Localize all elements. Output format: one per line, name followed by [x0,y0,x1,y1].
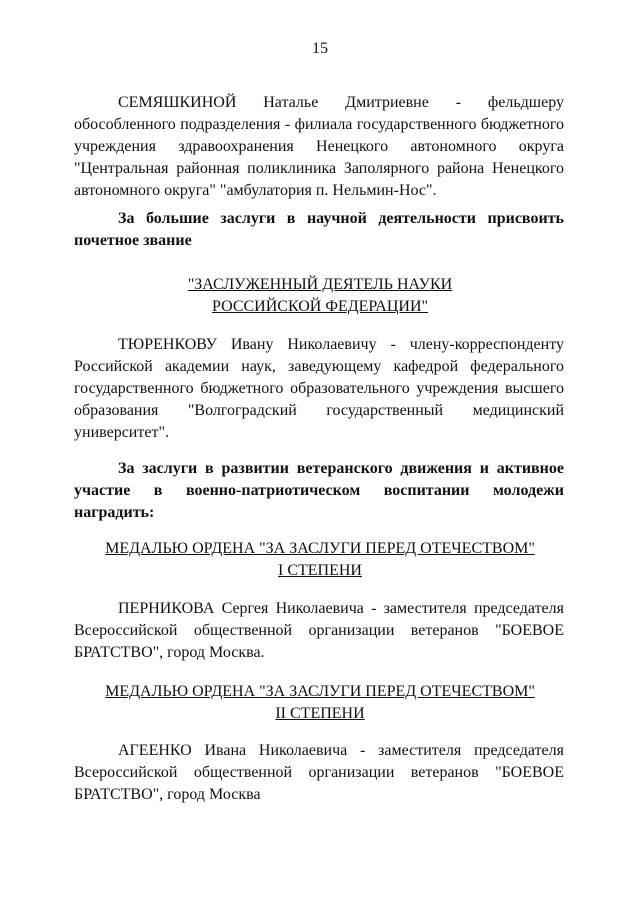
medal-heading-first-degree [0,538,640,582]
award-recipient-paragraph-1: СЕМЯШКИНОЙ Наталье Дмитриевне - фельдшеру обособленного подразделения - филиала государственного бюджетного учреждения здравоохранения Ненецкого автономного округа "Центральная районная поликлиника Заполярного района Ненецкого автономного округа" "амбулатория п. Нельмин-Нос". [74,94,564,199]
heading-line: МЕДАЛЬЮ ОРДЕНА "ЗА ЗАСЛУГИ ПЕРЕД ОТЕЧЕСТВОМ" [105,540,535,557]
honorary-title-heading [0,274,640,318]
award-recipient-paragraph-2: ТЮРЕНКОВУ Ивану Николаевичу - члену-корреспонденту Российской академии наук, заведующему кафедрой федерального государственного бюджетного образовательного учреждения высшего образования "Волгоградский государственный медицинский университет". [74,336,564,441]
page-number: 15 [312,40,328,57]
heading-line: II СТЕПЕНИ [275,705,365,722]
decision-text-science: За большие заслуги в научной деятельности присвоить почетное звание [74,210,564,249]
heading-line: I СТЕПЕНИ [278,562,362,579]
heading-line: МЕДАЛЬЮ ОРДЕНА "ЗА ЗАСЛУГИ ПЕРЕД ОТЕЧЕСТВОМ" [105,683,535,700]
heading-line: "ЗАСЛУЖЕННЫЙ ДЕЯТЕЛЬ НАУКИ [187,276,453,293]
award-recipient-paragraph-3: ПЕРНИКОВА Сергея Николаевича - заместителя председателя Всероссийской общественной организации ветеранов "БОЕВОЕ БРАТСТВО", город Москва. [74,600,564,661]
medal-heading-second-degree [0,681,640,725]
award-recipient-paragraph-4: АГЕЕНКО Ивана Николаевича - заместителя председателя Всероссийской общественной организации ветеранов "БОЕВОЕ БРАТСТВО", город Москва [74,742,564,803]
decision-text-veterans: За заслуги в развитии ветеранского движения и активное участие в военно-патриотическом воспитании молодежи наградить: [74,460,564,521]
heading-line: РОССИЙСКОЙ ФЕДЕРАЦИИ" [211,298,429,315]
